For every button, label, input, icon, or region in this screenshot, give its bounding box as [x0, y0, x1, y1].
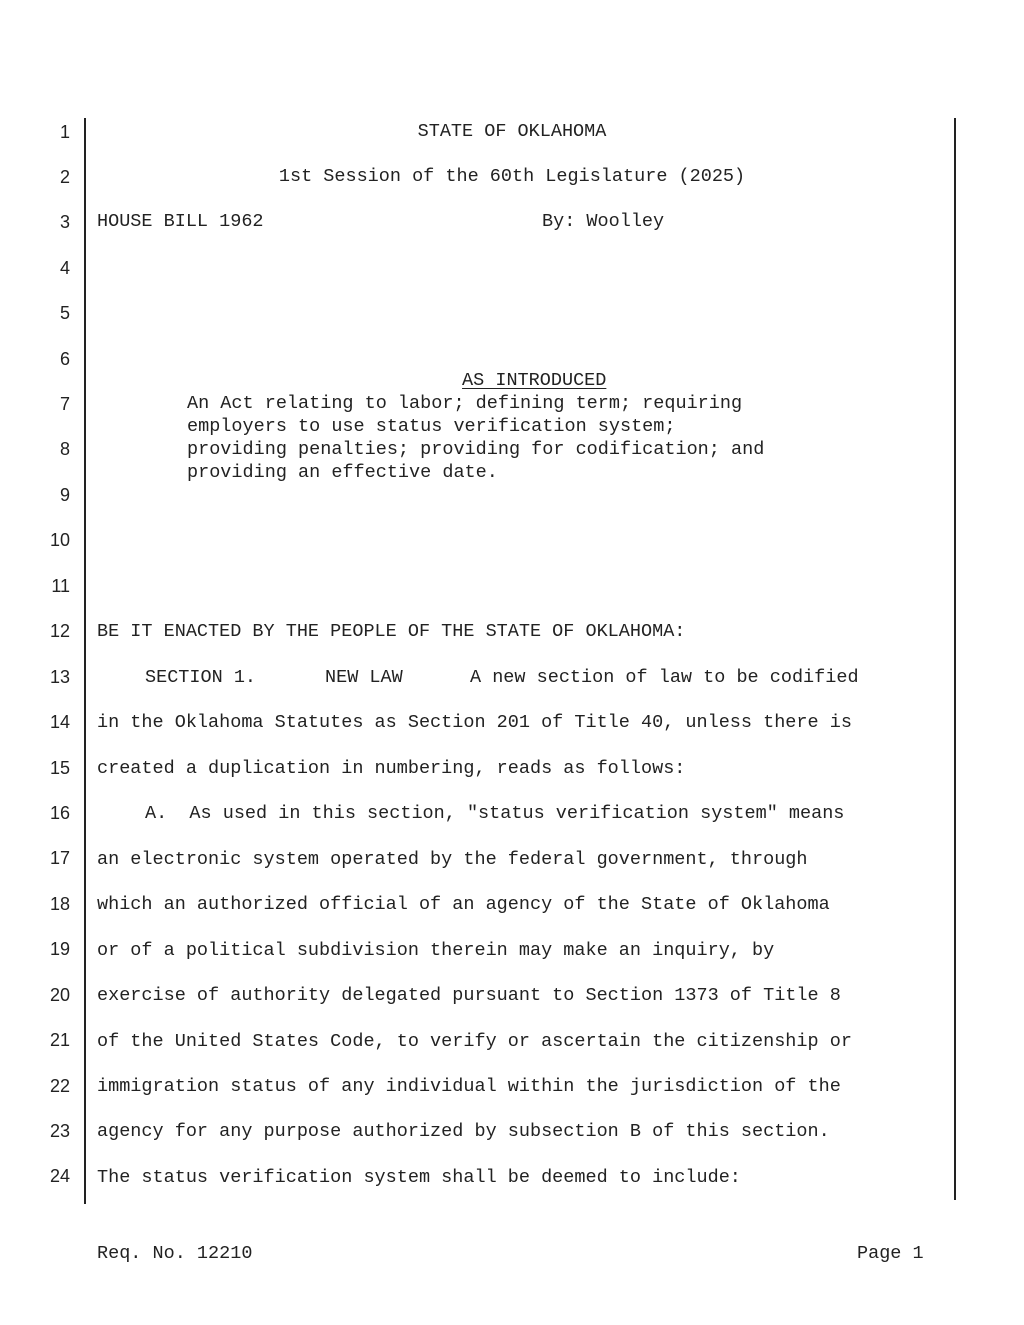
body-line: immigration status of any individual within the jurisdiction of the — [97, 1076, 841, 1097]
section-type: NEW LAW — [325, 667, 403, 688]
bill-author: By: Woolley — [542, 211, 665, 232]
body-line: of the United States Code, to verify or ascertain the citizenship or — [97, 1031, 852, 1052]
body-line: exercise of authority delegated pursuant to Section 1373 of Title 8 — [97, 985, 841, 1006]
line-number: 1 — [59, 122, 70, 142]
body-line: an electronic system operated by the federal government, through — [97, 849, 808, 870]
body-line: which an authorized official of an agency of the State of Oklahoma — [97, 894, 830, 915]
enacting-clause: BE IT ENACTED BY THE PEOPLE OF THE STATE OF OKLAHOMA: — [97, 621, 686, 642]
section-label: SECTION 1. — [145, 667, 257, 688]
page-number: Page 1 — [857, 1243, 924, 1264]
line-number: 13 — [49, 667, 70, 687]
body-line: in the Oklahoma Statutes as Section 201 of Title 40, unless there is — [97, 712, 852, 733]
line-number: 7 — [59, 394, 70, 414]
act-title-line: employers to use status verification system; — [187, 416, 676, 437]
line-number: 5 — [59, 303, 70, 323]
line-number: 14 — [49, 712, 70, 732]
body-line: or of a political subdivision therein may make an inquiry, by — [97, 940, 775, 961]
line-number: 6 — [59, 349, 70, 369]
line-number: 23 — [49, 1121, 70, 1141]
line-number: 2 — [59, 167, 70, 187]
left-margin-rule — [84, 118, 86, 1204]
bill-number: HOUSE BILL 1962 — [97, 211, 264, 232]
line-number: 16 — [49, 803, 70, 823]
body-line: created a duplication in numbering, reads as follows: — [97, 758, 686, 779]
line-number: 17 — [49, 848, 70, 868]
line-number: 12 — [49, 621, 70, 641]
line-number: 24 — [49, 1166, 70, 1186]
status-label: AS INTRODUCED — [462, 370, 607, 391]
line-number: 19 — [49, 939, 70, 959]
body-line: The status verification system shall be deemed to include: — [97, 1167, 741, 1188]
act-title-line: An Act relating to labor; defining term; requiring — [187, 393, 743, 414]
act-title-line: providing penalties; providing for codification; and — [187, 439, 765, 460]
line-number: 11 — [51, 576, 70, 596]
line-number: 22 — [49, 1076, 70, 1096]
session-heading: 1st Session of the 60th Legislature (2025) — [278, 166, 746, 187]
line-number: 21 — [49, 1030, 70, 1050]
right-margin-rule — [954, 118, 956, 1200]
line-number: 8 — [59, 439, 70, 459]
line-number: 4 — [59, 258, 70, 278]
section-intro: A new section of law to be codified — [470, 667, 859, 688]
line-number: 18 — [49, 894, 70, 914]
act-title-line: providing an effective date. — [187, 462, 498, 483]
line-number: 3 — [59, 212, 70, 232]
line-number: 10 — [49, 530, 70, 550]
line-number: 20 — [49, 985, 70, 1005]
body-line: agency for any purpose authorized by subsection B of this section. — [97, 1121, 830, 1142]
subsection-a-first-line: A. As used in this section, "status verification system" means — [145, 803, 845, 824]
line-number: 15 — [49, 758, 70, 778]
line-number: 9 — [59, 485, 70, 505]
request-number: Req. No. 12210 — [97, 1243, 253, 1264]
state-heading: STATE OF OKLAHOMA — [417, 121, 607, 142]
